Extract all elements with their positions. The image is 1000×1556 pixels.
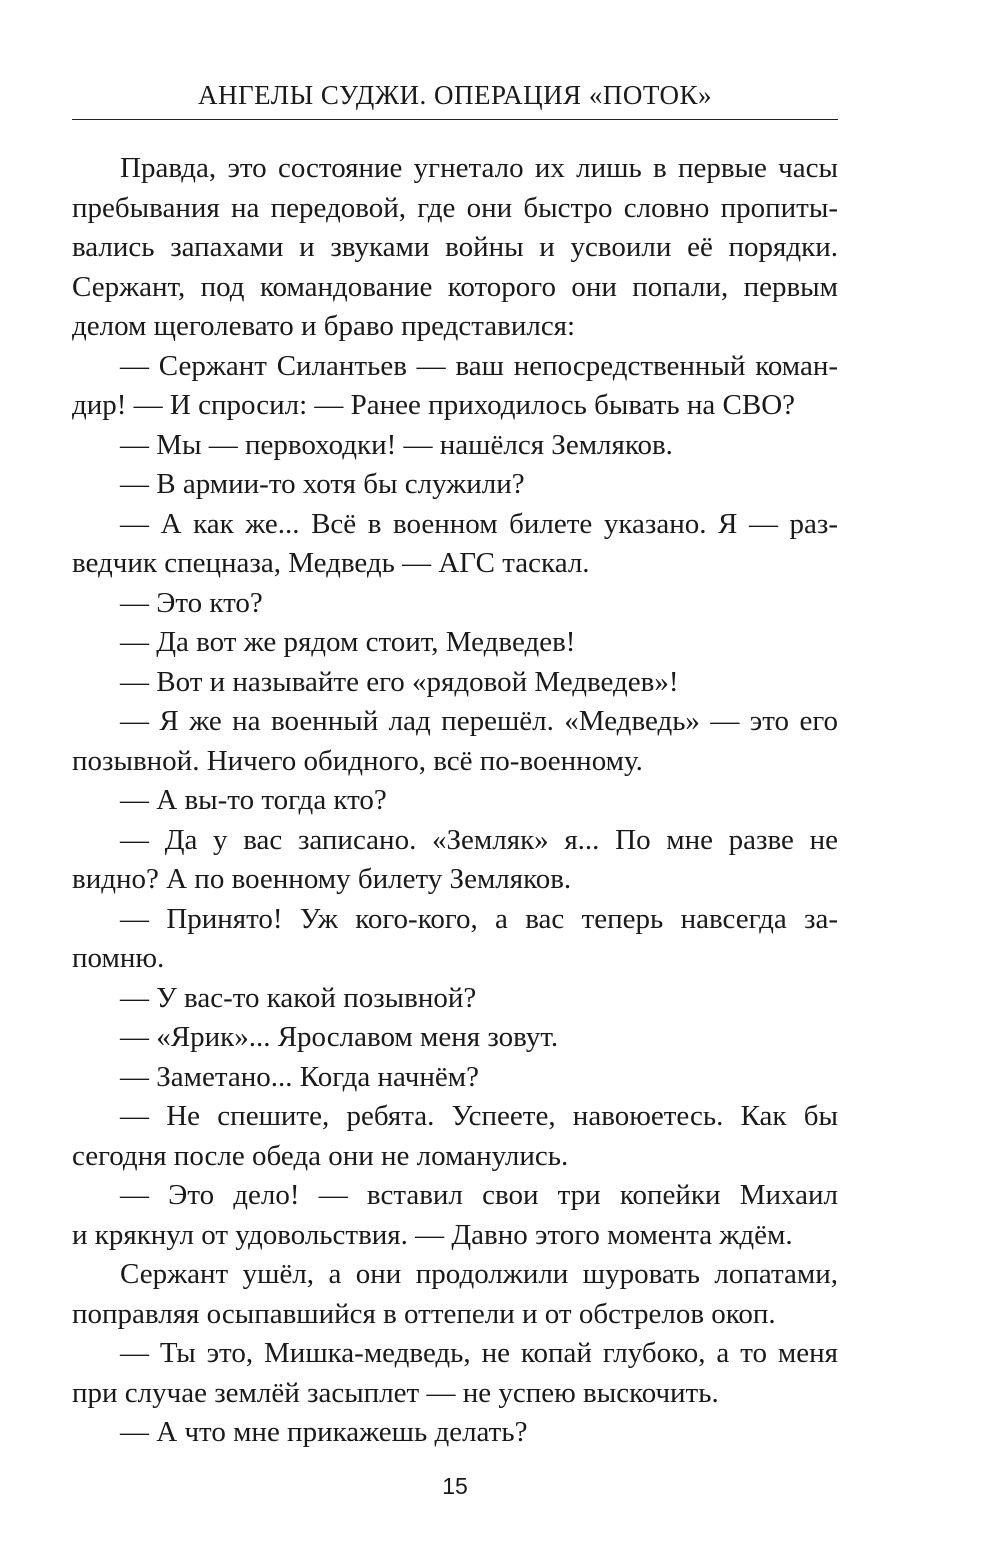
paragraph (72, 781, 838, 821)
paragraph (72, 702, 838, 781)
paragraph (72, 1097, 838, 1176)
text-line: при случае землёй засыплет — не успею выскочить. (72, 1376, 719, 1409)
paragraph (72, 900, 838, 979)
paragraph (72, 1413, 838, 1453)
paragraph (72, 663, 838, 703)
paragraph (72, 1176, 838, 1255)
text-line: — У вас-то какой позывной? (120, 981, 477, 1014)
paragraph (72, 1018, 838, 1058)
text-line: — Принято! Уж кого-кого, а вас теперь навсегда за- (120, 902, 838, 935)
paragraph (72, 347, 838, 426)
text-line: — А что мне прикажешь делать? (120, 1416, 528, 1448)
text-line: — Я же на военный лад перешёл. «Медведь» — это его (120, 705, 838, 737)
paragraph (72, 979, 838, 1019)
text-line: пребывания на передовой, где они быстро словно пропиты- (72, 191, 838, 224)
text-line: — Мы — первоходки! — нашёлся Земляков. (120, 428, 673, 461)
paragraph (72, 505, 838, 584)
text-line: Правда, это состояние угнетало их лишь в первые часы (120, 152, 838, 184)
paragraph (72, 465, 838, 505)
text-line: — Заметано... Когда начнём? (120, 1060, 479, 1093)
paragraph (72, 1058, 838, 1098)
text-line: сегодня после обеда они не ломанулись. (72, 1139, 569, 1172)
text-line: и крякнул от удовольствия. — Давно этого момента ждём. (72, 1218, 793, 1251)
paragraph (72, 821, 838, 900)
paragraph (72, 584, 838, 624)
text-line: — А как же... Всё в военном билете указано. Я — раз- (120, 507, 838, 540)
body-text (72, 149, 838, 1453)
page-number: 15 (442, 1473, 468, 1499)
text-line: — Сержант Силантьев — ваш непосредственный коман- (120, 349, 838, 382)
text-line: позывной. Ничего обидного, всё по-военному. (72, 744, 643, 777)
text-line: поправляя осыпавшийся в оттепели и от обстрелов окоп. (72, 1297, 776, 1330)
text-line: делом щеголевато и браво представился: (72, 310, 576, 342)
text-line: — Вот и называйте его «рядовой Медведев»! (120, 665, 679, 698)
paragraph (72, 1334, 838, 1413)
paragraph (72, 623, 838, 663)
text-line: — А вы-то тогда кто? (120, 784, 387, 816)
text-line: видно? А по военному билету Земляков. (72, 863, 572, 895)
text-line: — Да у вас записано. «Земляк» я... По мне разве не (120, 823, 838, 856)
text-line: дир! — И спросил: — Ранее приходилось бывать на СВО? (72, 389, 796, 421)
text-line: — Не спешите, ребята. Успеете, навоюетесь. Как бы (120, 1100, 838, 1132)
text-line: — Это кто? (120, 586, 263, 619)
running-head: АНГЕЛЫ СУДЖИ. ОПЕРАЦИЯ «ПОТОК» (198, 80, 712, 110)
text-line: — Да вот же рядом стоит, Медведев! (120, 626, 576, 658)
text-line: ведчик спецназа, Медведь — АГС таскал. (72, 547, 590, 579)
text-line: Сержант, под командование которого они попали, первым (72, 270, 838, 303)
paragraph (72, 149, 838, 347)
header-rule (72, 119, 838, 120)
paragraph (72, 426, 838, 466)
text-line: — «Ярик»... Ярославом меня зовут. (120, 1021, 559, 1053)
text-line: — Ты это, Мишка-медведь, не копай глубоко, а то меня (120, 1337, 838, 1369)
paragraph (72, 1255, 838, 1334)
text-line: — В армии-то хотя бы служили? (120, 468, 525, 500)
text-line: Сержант ушёл, а они продолжили шуровать лопатами, (120, 1258, 838, 1290)
text-line: вались запахами и звуками войны и усвоили её порядки. (72, 231, 838, 263)
text-line: — Это дело! — вставил свои три копейки Михаил (120, 1179, 838, 1211)
text-line: помню. (72, 942, 165, 974)
